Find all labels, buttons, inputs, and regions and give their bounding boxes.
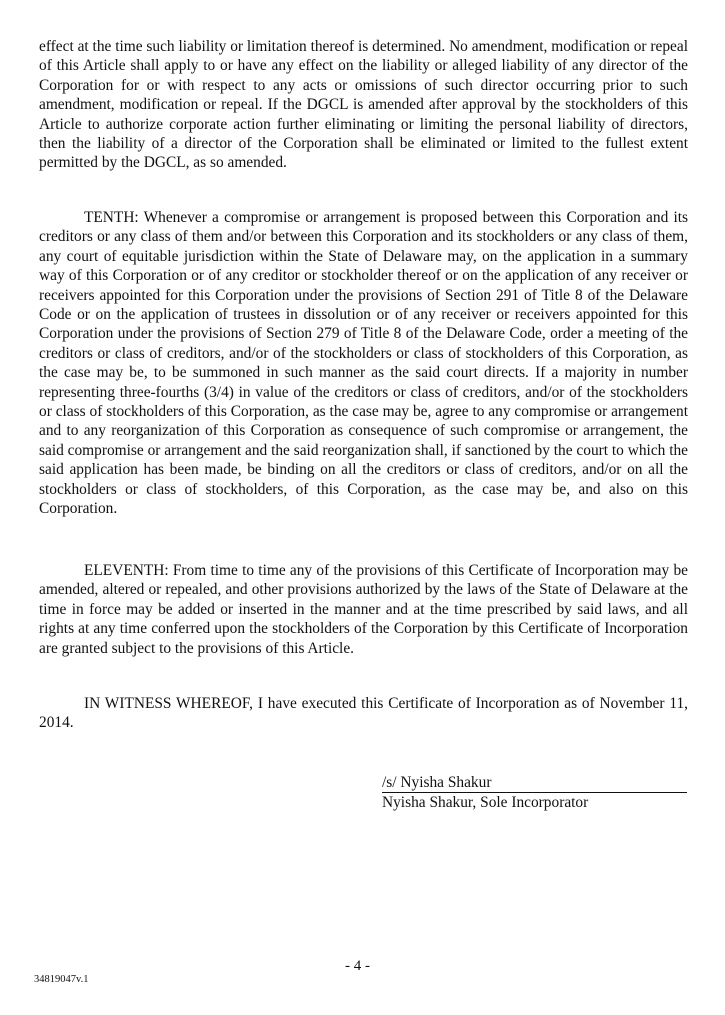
- page-number: - 4 -: [345, 958, 370, 974]
- liability-continuation-paragraph: effect at the time such liability or limitation thereof is determined. No amendment, modification or repeal of this Article shall apply to or have any effect on the liability or alleged liability of any director of the Corporation for or with respect to any acts or omissions of such director occurring prior to such amendment, modification or repeal. If the DGCL is amended after approval by the stockholders of this Article to authorize corporate action further eliminating or limiting the personal liability of directors, then the liability of a director of the Corporation shall be eliminated or limited to the fullest extent permitted by the DGCL, as so amended.: [39, 38, 688, 172]
- article-eleventh-paragraph: ELEVENTH: From time to time any of the provisions of this Certificate of Incorporation may be amended, altered or repealed, and other provisions authorized by the laws of the State of Delaware at the time in force may be added or inserted in the manner and at the time prescribed by said laws, and all rights at any time conferred upon the stockholders of the Corporation by this Certificate of Incorporation are granted subject to the provisions of this Article.: [39, 562, 688, 657]
- signature-line: [382, 773, 687, 793]
- signature-name: /s/ Nyisha Shakur: [382, 774, 492, 791]
- signature-block: [382, 773, 687, 812]
- article-tenth-paragraph: TENTH: Whenever a compromise or arrangement is proposed between this Corporation and its creditors or any class of them and/or between this Corporation and its stockholders or any class of them, any court of equitable jurisdiction within the State of Delaware may, on the application in a summary way of this Corporation or of any creditor or stockholder thereof or on the application of any receiver or receivers appointed for this Corporation under the provisions of Section 291 of Title 8 of the Delaware Code or on the application of trustees in dissolution or of any receiver or receivers appointed for this Corporation under the provisions of Section 279 of Title 8 of the Delaware Code, order a meeting of the creditors or class of creditors, and/or of the stockholders or class of stockholders of this Corporation, as the case may be, to be summoned in such manner as the said court directs. If a majority in number representing three-fourths (3/4) in value of the creditors or class of creditors, and/or of the stockholders or class of stockholders of this Corporation, as the case may be, agree to any compromise or arrangement and to any reorganization of this Corporation as consequence of such compromise or arrangement, the said compromise or arrangement and the said reorganization shall, if sanctioned by the court to which the said application has been made, be binding on all the creditors or class of creditors, and/or on all the stockholders or class of stockholders, of this Corporation, as the case may be, and also on this Corporation.: [39, 209, 688, 518]
- signature-caption: Nyisha Shakur, Sole Incorporator: [382, 794, 589, 811]
- document-id: 34819047v.1: [34, 974, 89, 985]
- witness-paragraph: IN WITNESS WHEREOF, I have executed this Certificate of Incorporation as of November 11, 2014.: [39, 695, 688, 732]
